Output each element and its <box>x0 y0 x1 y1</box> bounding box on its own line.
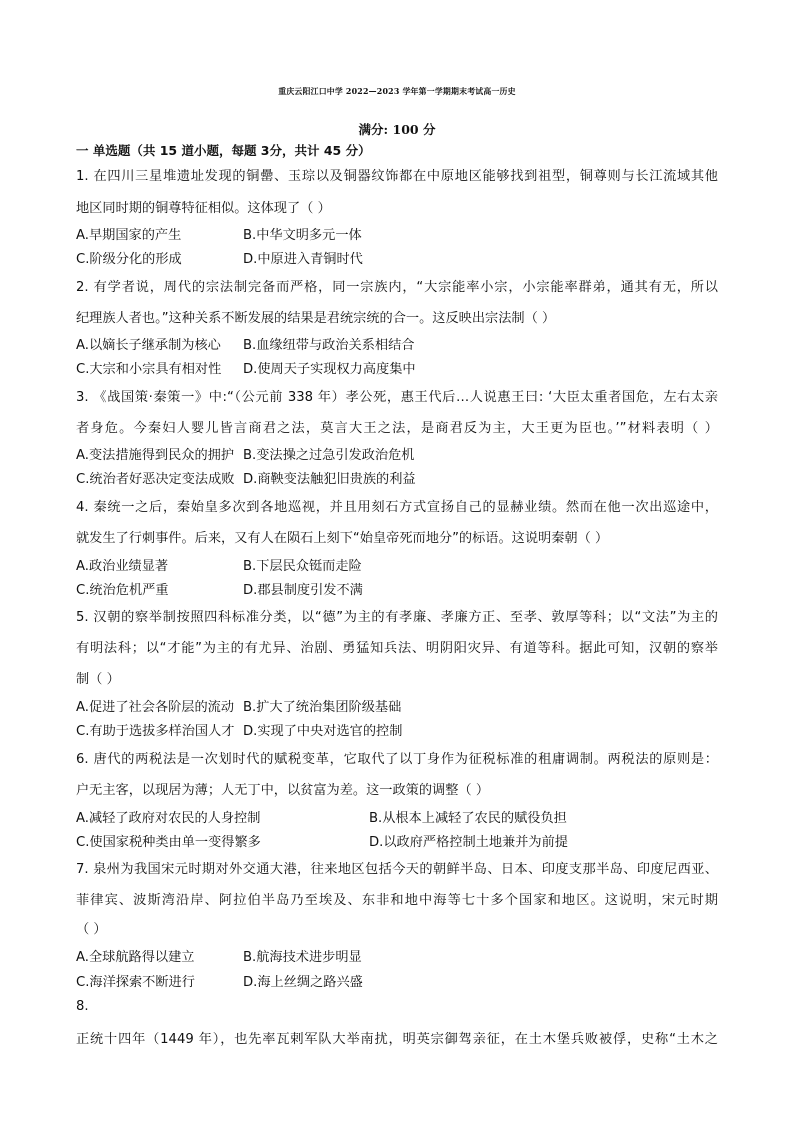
question-5-option-c: C.有助于选拔多样治国人才 <box>76 724 235 739</box>
question-2-line-1: 2. 有学者说，周代的宗法制完备而严格，同一宗族内，“大宗能率小宗，小宗能率群弟，通其有无，所以 <box>76 280 718 295</box>
question-2-option-b: B.血缘纽带与政治关系相结合 <box>243 338 415 353</box>
question-1-option-c: C.阶级分化的形成 <box>76 252 182 267</box>
question-6-option-c: C.使国家税种类由单一变得繁多 <box>76 835 261 850</box>
question-6-option-a: A.减轻了政府对农民的人身控制 <box>76 811 261 826</box>
section-heading: 一 单选题（共 15 道小题，每题 3分，共计 45 分） <box>76 143 371 158</box>
question-1-line-2: 地区同时期的铜尊特征相似。这体现了（ ） <box>76 201 331 216</box>
question-6-line-2: 户无主客，以现居为薄；人无丁中，以贫富为差。这一政策的调整（ ） <box>76 783 490 798</box>
question-5-option-d: D.实现了中央对选官的控制 <box>243 724 403 739</box>
question-5-option-b: B.扩大了统治集团阶级基础 <box>243 700 402 715</box>
question-7-line-1: 7. 泉州为我国宋元时期对外交通大港，往来地区包括今天的朝鲜半岛、日本、印度支那半岛、印度尼西亚、 <box>76 862 718 877</box>
question-7-line-2: 菲律宾、波斯湾沿岸、阿拉伯半岛乃至埃及、东非和地中海等七十多个国家和地区。这说明，宋元时期 <box>76 893 718 908</box>
question-3-option-c: C.统治者好恶决定变法成败 <box>76 472 235 487</box>
question-7-line-3: （ ） <box>76 922 107 937</box>
question-2-option-d: D.使周天子实现权力高度集中 <box>243 362 416 377</box>
question-4-line-2: 就发生了行刺事件。后来，又有人在陨石上刻下“始皇帝死而地分”的标语。这说明秦朝（ ） <box>76 531 609 546</box>
question-3-option-b: B.变法操之过急引发政治危机 <box>243 448 415 463</box>
question-4-option-c: C.统治危机严重 <box>76 583 169 598</box>
question-8-number: 8. <box>76 999 89 1014</box>
question-3-line-1: 3. 《战国策·秦策一》中:“（公元前 338 年）孝公死，惠王代后…人说惠王曰: ‘大臣太重者国危，左右太亲 <box>76 390 718 405</box>
question-6-line-1: 6. 唐代的两税法是一次划时代的赋税变革，它取代了以丁身作为征税标准的租庸调制。两税法的原则是： <box>76 752 718 767</box>
question-7-option-d: D.海上丝绸之路兴盛 <box>243 975 363 990</box>
question-1-option-d: D.中原进入青铜时代 <box>243 252 363 267</box>
question-5-line-3: 制（ ） <box>76 672 120 687</box>
question-4-option-d: D.郡县制度引发不满 <box>243 583 363 598</box>
question-7-option-a: A.全球航路得以建立 <box>76 950 195 965</box>
question-3-line-2: 者身危。今秦妇人婴儿皆言商君之法，莫言大王之法，是商君反为主，大王更为臣也。’”材料表明（ ） <box>76 421 718 436</box>
question-4-line-1: 4. 秦统一之后，秦始皇多次到各地巡视，并且用刻石方式宣扬自己的显赫业绩。然而在他一次出巡途中， <box>76 500 718 515</box>
question-6-option-d: D.以政府严格控制土地兼并为前提 <box>369 835 568 850</box>
question-5-line-2: 有明法科；以“才能”为主的有尤异、治剧、勇猛知兵法、明阴阳灾异、有道等科。据此可知，汉朝的察举 <box>76 641 718 656</box>
question-2-line-2: 纪理族人者也。”这种关系不断发展的结果是君统宗统的合一。这反映出宗法制（ ） <box>76 311 556 326</box>
question-4-option-a: A.政治业绩显著 <box>76 559 169 574</box>
question-1-option-b: B.中华文明多元一体 <box>243 228 362 243</box>
question-4-option-b: B.下层民众铤而走险 <box>243 559 362 574</box>
question-8-line-1: 正统十四年（1449 年），也先率瓦剌军队大举南扰，明英宗御驾亲征，在土木堡兵败被俘，史称“土木之 <box>76 1032 718 1047</box>
total-score: 满分: 100 分 <box>358 122 436 137</box>
question-1-line-1: 1. 在四川三星堆遗址发现的铜罍、玉琮以及铜器纹饰都在中原地区能够找到祖型，铜尊则与长江流域其他 <box>76 169 718 184</box>
question-6-option-b: B.从根本上减轻了农民的赋役负担 <box>369 811 567 826</box>
question-2-option-a: A.以嫡长子继承制为核心 <box>76 338 221 353</box>
question-2-option-c: C.大宗和小宗具有相对性 <box>76 362 222 377</box>
question-1-option-a: A.早期国家的产生 <box>76 228 182 243</box>
question-3-option-d: D.商鞅变法触犯旧贵族的利益 <box>243 472 416 487</box>
page-title: 重庆云阳江口中学 2022—2023 学年第一学期期末考试高一历史 <box>278 87 516 96</box>
question-7-option-c: C.海洋探索不断进行 <box>76 975 195 990</box>
question-7-option-b: B.航海技术进步明显 <box>243 950 362 965</box>
question-5-option-a: A.促进了社会各阶层的流动 <box>76 700 235 715</box>
question-3-option-a: A.变法措施得到民众的拥护 <box>76 448 235 463</box>
question-5-line-1: 5. 汉朝的察举制按照四科标准分类，以“德”为主的有孝廉、孝廉方正、至孝、敦厚等科；以“文法”为主的 <box>76 610 718 625</box>
